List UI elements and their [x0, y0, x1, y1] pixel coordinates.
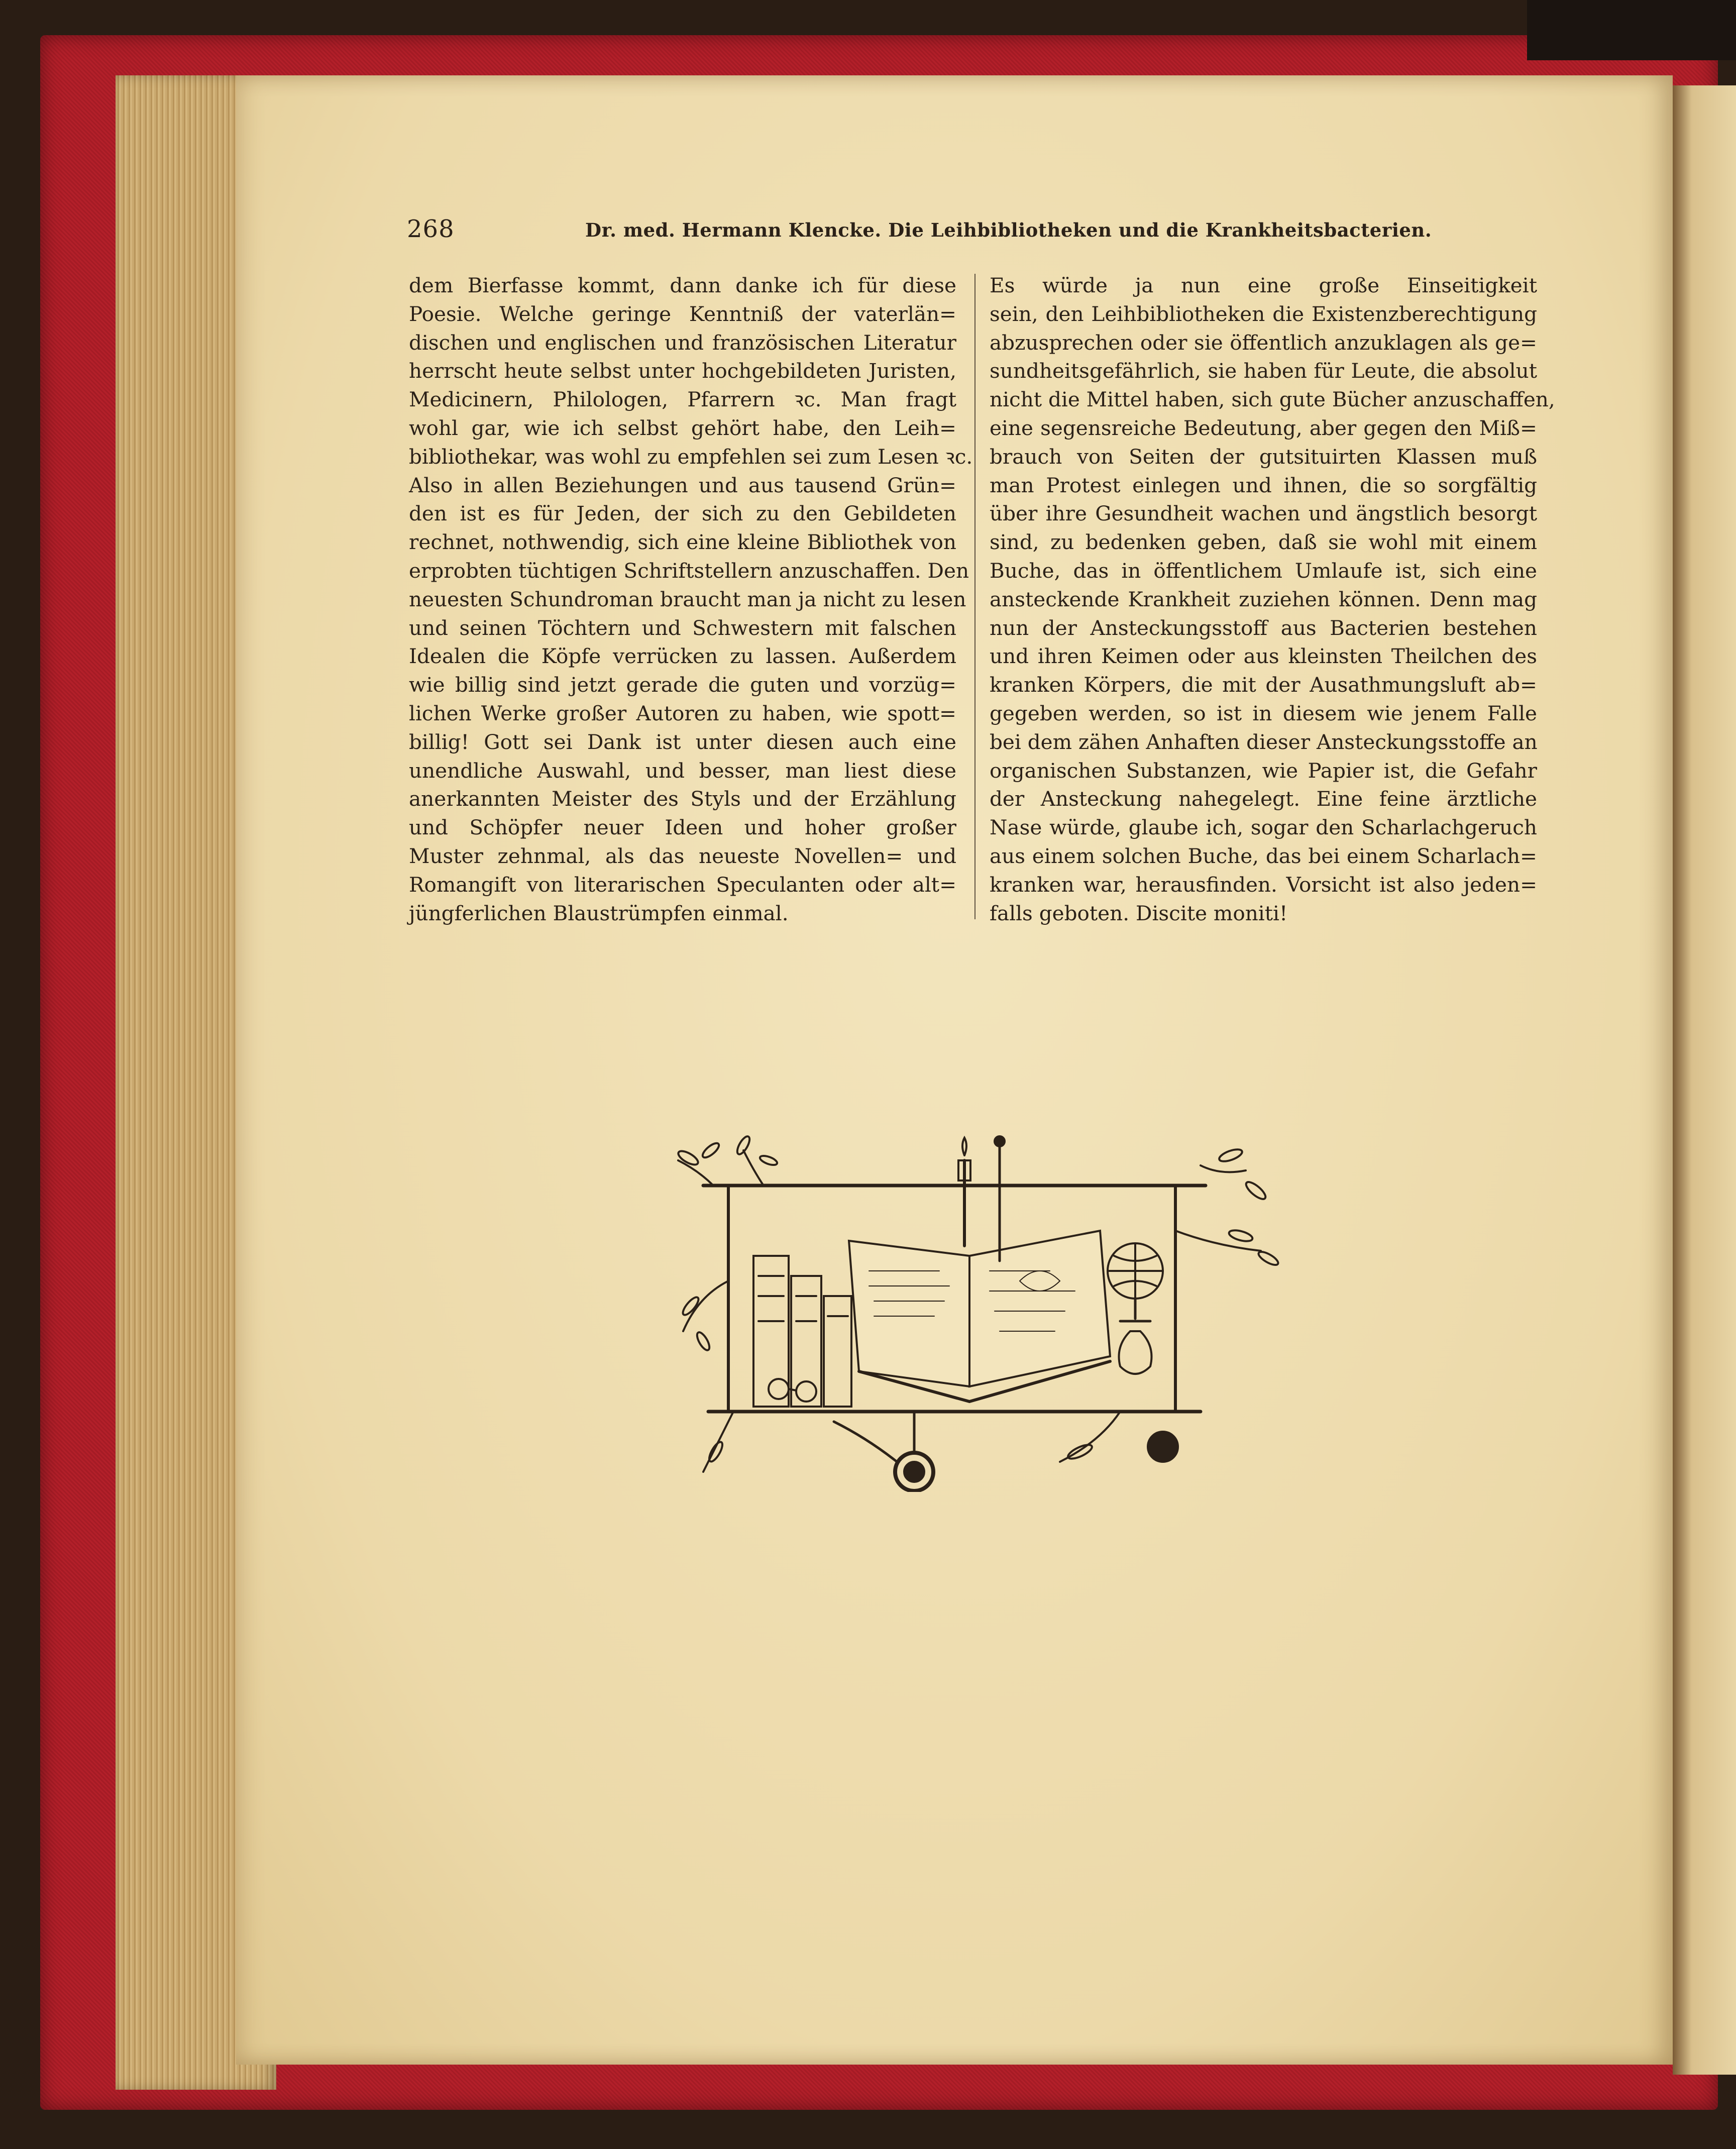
text-line: lichen Werke großer Autoren zu haben, wie spott=	[409, 701, 956, 725]
text-line: der Ansteckung nahegelegt. Eine feine ärztliche	[990, 787, 1537, 811]
text-line: abzusprechen oder sie öffentlich anzuklagen als ge=	[990, 330, 1537, 355]
text-line: Medicinern, Philologen, Pfarrern ꝛc. Man fragt	[409, 387, 956, 412]
text-column-left	[409, 271, 973, 927]
text-line: neuesten Schundroman braucht man ja nicht zu lesen	[409, 587, 966, 611]
text-line: und seinen Töchtern und Schwestern mit falschen	[409, 615, 956, 640]
text-line: billig! Gott sei Dank ist unter diesen auch eine	[409, 729, 956, 754]
running-head	[407, 215, 1432, 245]
text-line: herrscht heute selbst unter hochgebildeten Juristen,	[409, 359, 956, 383]
text-line: Es würde ja nun eine große Einseitigkeit	[990, 273, 1537, 297]
text-line: erprobten tüchtigen Schriftstellern anzuschaffen. Den	[409, 558, 969, 583]
text-line: dem Bierfasse kommt, dann danke ich für diese	[409, 273, 956, 297]
text-line: bibliothekar, was wohl zu empfehlen sei zum Lesen ꝛc.	[409, 444, 973, 469]
text-line: dischen und englischen und französischen Literatur	[409, 330, 956, 355]
background-corner	[1527, 0, 1736, 60]
text-line: Buche, das in öffentlichem Umlaufe ist, sich eine	[990, 558, 1537, 583]
text-line: sundheitsgefährlich, sie haben für Leute, die absolut	[990, 359, 1537, 383]
text-line: organischen Substanzen, wie Papier ist, die Gefahr	[990, 758, 1537, 783]
text-line: den ist es für Jeden, der sich zu den Gebildeten	[409, 501, 956, 526]
text-line: kranken war, herausfinden. Vorsicht ist also jeden=	[990, 872, 1537, 897]
text-line: unendliche Auswahl, und besser, man liest diese	[409, 758, 956, 783]
text-line: sein, den Leihbibliotheken die Existenzberechtigung	[990, 301, 1537, 326]
text-line: bei dem zähen Anhaften dieser Ansteckungsstoffe an	[990, 729, 1538, 754]
text-line: Romangift von literarischen Speculanten oder alt=	[409, 872, 956, 897]
running-title: Dr. med. Hermann Klencke. Die Leihbibliotheken und die Krankheitsbacterien.	[585, 219, 1432, 241]
text-line: Poesie. Welche geringe Kenntniß der vaterlän=	[409, 301, 956, 326]
text-line: nicht die Mittel haben, sich gute Bücher anzuschaffen,	[990, 387, 1555, 412]
text-line: Also in allen Beziehungen und aus tausend Grün=	[409, 473, 956, 497]
text-line: nun der Ansteckungsstoff aus Bacterien bestehen	[990, 615, 1537, 640]
text-line: sind, zu bedenken geben, daß sie wohl mit einem	[990, 530, 1537, 555]
text-line: ansteckende Krankheit zuziehen können. Denn mag	[990, 587, 1537, 611]
text-line: eine segensreiche Bedeutung, aber gegen den Miß=	[990, 415, 1537, 440]
text-line: wie billig sind jetzt gerade die guten und vorzüg=	[409, 673, 956, 697]
decorative-vignette	[668, 1130, 1291, 1492]
text-line: jüngferlichen Blaustrümpfen einmal.	[409, 901, 789, 925]
text-line: Nase würde, glaube ich, sogar den Scharlachgeruch	[990, 815, 1537, 840]
text-line: und ihren Keimen oder aus kleinsten Theilchen des	[990, 644, 1537, 669]
text-line: kranken Körpers, die mit der Ausathmungsluft ab=	[990, 673, 1537, 697]
text-line: anerkannten Meister des Styls und der Erzählung	[409, 787, 956, 811]
text-line: gegeben werden, so ist in diesem wie jenem Falle	[990, 701, 1537, 725]
text-line: aus einem solchen Buche, das bei einem Scharlach=	[990, 843, 1537, 868]
column-rule	[974, 274, 975, 919]
text-line: man Protest einlegen und ihnen, die so sorgfältig	[990, 473, 1537, 497]
text-line: wohl gar, wie ich selbst gehört habe, den Leih=	[409, 415, 956, 440]
text-line: rechnet, nothwendig, sich eine kleine Bibliothek von	[409, 530, 956, 555]
page-number: 268	[407, 215, 455, 243]
text-line: brauch von Seiten der gutsituirten Klassen muß	[990, 444, 1537, 469]
text-line: falls geboten. Discite moniti!	[990, 901, 1288, 925]
text-line: über ihre Gesundheit wachen und ängstlich besorgt	[990, 501, 1537, 526]
facing-page-edge	[1673, 85, 1736, 2075]
text-column-right	[990, 271, 1555, 927]
text-line: Idealen die Köpfe verrücken zu lassen. Außerdem	[409, 644, 956, 669]
text-line: Muster zehnmal, als das neueste Novellen= und	[409, 843, 956, 868]
text-line: und Schöpfer neuer Ideen und hoher großer	[409, 815, 956, 840]
